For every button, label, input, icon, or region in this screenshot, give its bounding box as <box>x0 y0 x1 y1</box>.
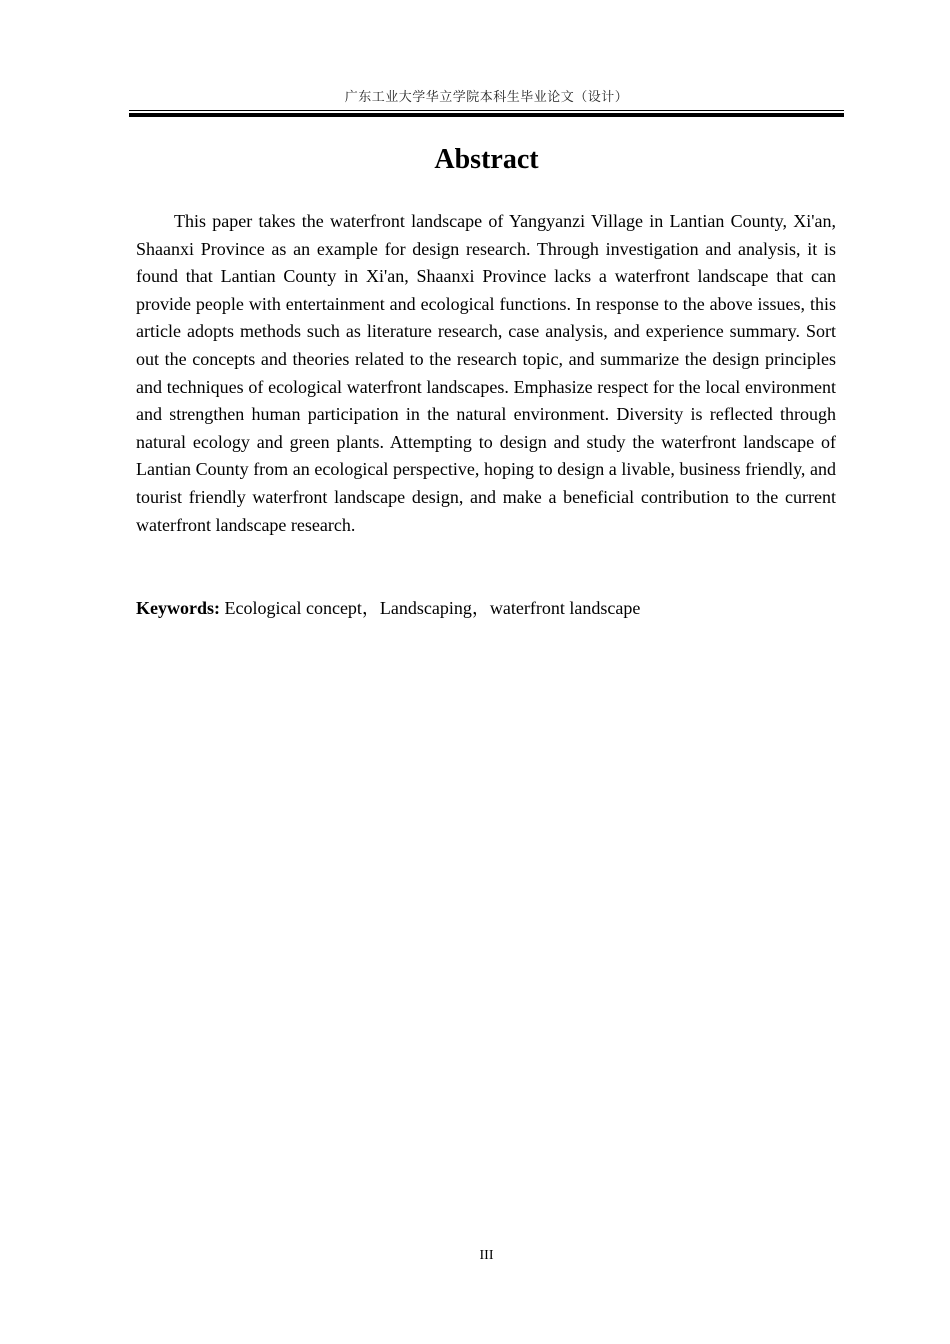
header-rule-thin <box>129 110 844 111</box>
keywords-text: Ecological concept，Landscaping，waterfront landscape <box>220 598 641 618</box>
header-rule-thick <box>129 113 844 117</box>
keywords-line <box>136 595 836 622</box>
page-header: 广东工业大学华立学院本科生毕业论文（设计） <box>344 89 629 104</box>
abstract-title: Abstract <box>434 144 539 175</box>
page-number: III <box>479 1248 494 1263</box>
keywords-label: Keywords: <box>136 598 220 618</box>
abstract-body: This paper takes the waterfront landscape of Yangyanzi Village in Lantian County, Xi'an, Shaanxi Province as an example for design research. Through investigation and analysis, it is found that Lantian County in Xi'an, Shaanxi Province lacks a waterfront landscape that can provide people with entertainment and ecological functions. In response to the above issues, this article adopts methods such as literature research, case analysis, and experience summary. Sort out the concepts and theories related to the research topic, and summarize the design principles and techniques of ecological waterfront landscapes. Emphasize respect for the local environment and strengthen human participation in the natural environment. Diversity is reflected through natural ecology and green plants. Attempting to design and study the waterfront landscape of Lantian County from an ecological perspective, hoping to design a livable, business friendly, and tourist friendly waterfront landscape design, and make a beneficial contribution to the current waterfront landscape research. <box>136 211 836 535</box>
